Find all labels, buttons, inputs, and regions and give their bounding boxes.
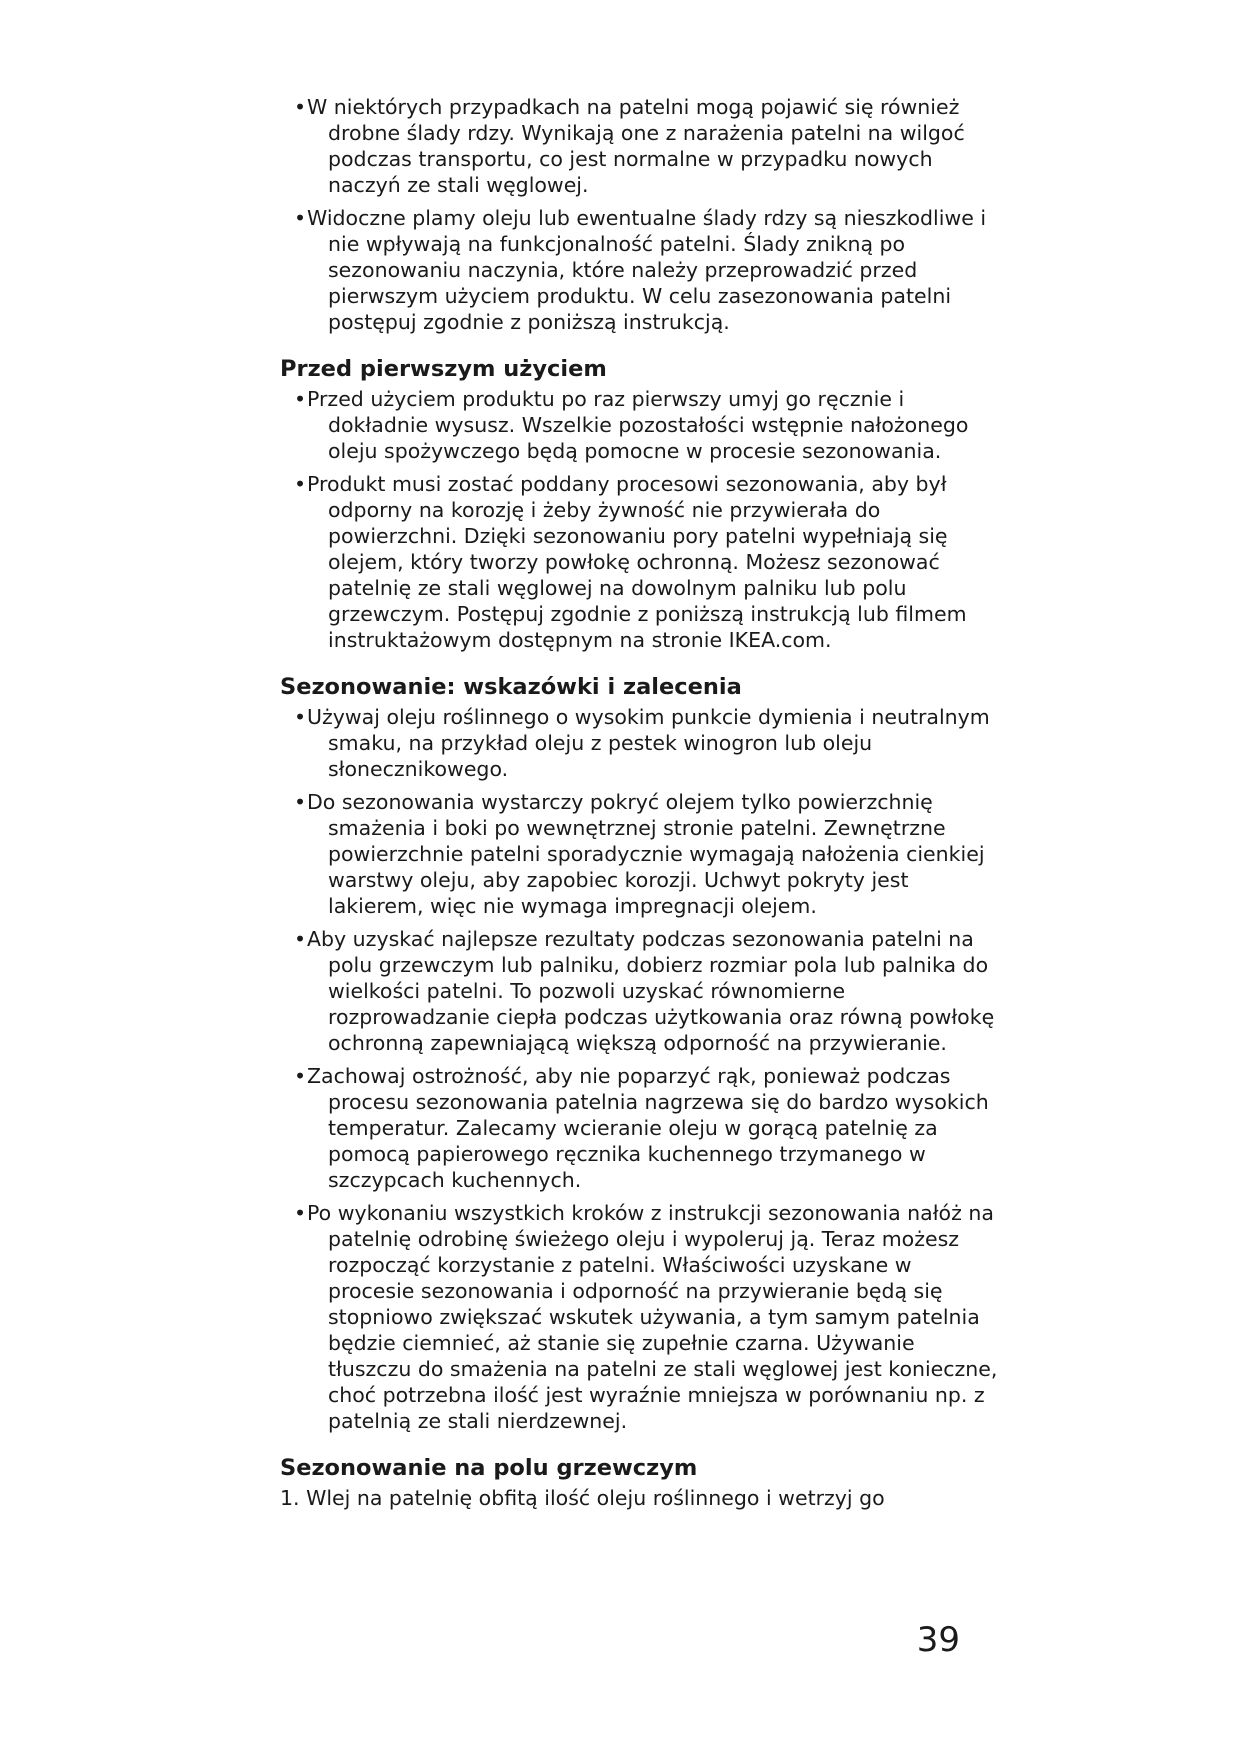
intro-list — [280, 94, 1000, 335]
list-item-text: • Aby uzyskać najlepsze rezultaty podczas sezonowania patelni na polu grzewczym lub palniku, dobierz rozmiar pola lub palnika do wielkości patelni. To pozwoli uzyskać równomierne rozprowadzanie ciepła podczas użytkowania oraz równą powłokę ochronną zapewniającą większą odporność na przywieranie. — [307, 927, 995, 1055]
list-item — [280, 1200, 1000, 1434]
section-heading-before-first-use: Przed pierwszym użyciem — [280, 356, 607, 382]
list-item — [280, 1063, 1000, 1193]
section-heading-hob-seasoning: Sezonowanie na polu grzewczym — [280, 1455, 698, 1481]
before-first-use-list — [280, 386, 1000, 653]
seasoning-tips-list — [280, 704, 1000, 1434]
manual-page-content — [280, 94, 1000, 1511]
list-item-text: • Po wykonaniu wszystkich kroków z instrukcji sezonowania nałóż na patelnię odrobinę świeżego oleju i wypoleruj ją. Teraz możesz rozpocząć korzystanie z patelni. Właściwości uzyskane w procesie sezonowania i odporność na przywieranie będą się stopniowo zwiększać wskutek używania, a tym samym patelnia będzie ciemnieć, aż stanie się zupełnie czarna. Używanie tłuszczu do smażenia na patelni ze stali węglowej jest konieczne, choć potrzebna ilość jest wyraźnie mniejsza w porównaniu np. z patelnią ze stali nierdzewnej. — [307, 1201, 998, 1433]
list-item — [280, 94, 1000, 198]
list-item — [280, 471, 1000, 653]
list-item — [280, 926, 1000, 1056]
section-heading-seasoning-tips: Sezonowanie: wskazówki i zalecenia — [280, 674, 742, 700]
list-item-text: • Przed użyciem produktu po raz pierwszy umyj go ręcznie i dokładnie wysusz. Wszelkie pozostałości wstępnie nałożonego oleju spożywczego będą pomocne w procesie sezonowania. — [307, 387, 969, 463]
list-item-text: • Do sezonowania wystarczy pokryć olejem tylko powierzchnię smażenia i boki po wewnętrznej stronie patelni. Zewnętrzne powierzchnie patelni sporadycznie wymagają nałożenia cienkiej warstwy oleju, aby zapobiec korozji. Uchwyt pokryty jest lakierem, więc nie wymaga impregnacji olejem. — [307, 790, 985, 918]
list-item-text: • Produkt musi zostać poddany procesowi sezonowania, aby był odporny na korozję i żeby żywność nie przywierała do powierzchni. Dzięki sezonowaniu pory patelni wypełniają się olejem, który tworzy powłokę ochronną. Możesz sezonować patelnię ze stali węglowej na dowolnym palniku lub polu grzewczym. Postępuj zgodnie z poniższą instrukcją lub filmem instruktażowym dostępnym na stronie IKEA.com. — [307, 472, 967, 652]
list-item-text: • Zachowaj ostrożność, aby nie poparzyć rąk, ponieważ podczas procesu sezonowania patelnia nagrzewa się do bardzo wysokich temperatur. Zalecamy wcieranie oleju w gorącą patelnię za pomocą papierowego ręcznika kuchennego trzymanego w szczypcach kuchennych. — [307, 1064, 989, 1192]
list-item — [280, 789, 1000, 919]
list-item — [280, 704, 1000, 782]
page-number: 39 — [916, 1620, 960, 1660]
list-item — [280, 205, 1000, 335]
list-item — [280, 386, 1000, 464]
numbered-step: 1. Wlej na patelnię obfitą ilość oleju roślinnego i wetrzyj go — [280, 1486, 885, 1510]
hob-seasoning-steps — [280, 1485, 1000, 1511]
list-item-text: • Używaj oleju roślinnego o wysokim punkcie dymienia i neutralnym smaku, na przykład oleju z pestek winogron lub oleju słonecznikowego. — [307, 705, 990, 781]
list-item-text: • W niektórych przypadkach na patelni mogą pojawić się również drobne ślady rdzy. Wynikają one z narażenia patelni na wilgoć podczas transportu, co jest normalne w przypadku nowych naczyń ze stali węglowej. — [307, 95, 965, 197]
list-item-text: • Widoczne plamy oleju lub ewentualne ślady rdzy są nieszkodliwe i nie wpływają na funkcjonalność patelni. Ślady znikną po sezonowaniu naczynia, które należy przeprowadzić przed pierwszym użyciem produktu. W celu zasezonowania patelni postępuj zgodnie z poniższą instrukcją. — [307, 206, 987, 334]
